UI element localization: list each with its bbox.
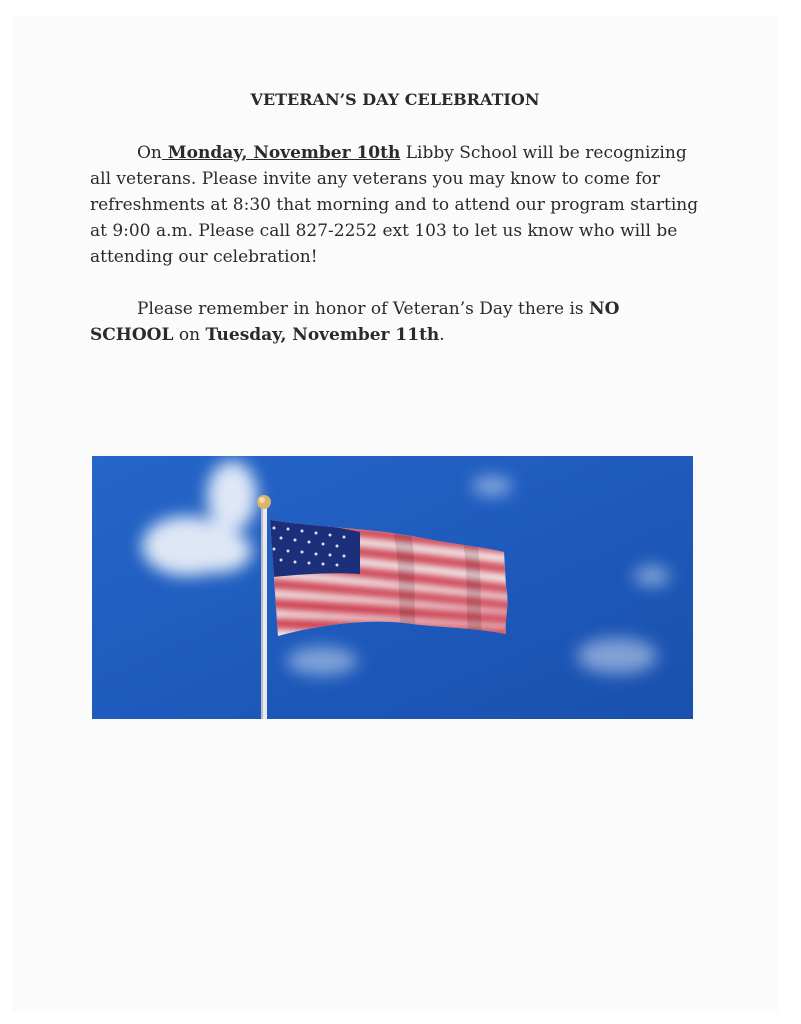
document-page [12, 16, 778, 1012]
notice-title: VETERAN’S DAY CELEBRATION [250, 90, 540, 109]
on-text: on [173, 325, 206, 345]
reminder-text: Please remember in honor of Veteran’s Day there is [137, 299, 590, 319]
event-date: Monday, November 10th [161, 143, 401, 163]
on-text: On [137, 143, 162, 163]
period-text: . [439, 325, 445, 345]
no-school-text: NO SCHOOL [90, 299, 620, 345]
invitation-paragraph [90, 140, 700, 270]
no-school-paragraph [90, 296, 700, 348]
invitation-text: Libby School will be recognizing all veterans. Please invite any veterans you may know to come for refreshments at 8:30 that morning and to attend our program starting at 9:00 a.m. Please call 827-2252 ext 103 to let us know who will be attending our celebration! [90, 143, 699, 267]
american-flag-photo [92, 456, 693, 719]
holiday-date: Tuesday, November 11th [205, 325, 440, 345]
